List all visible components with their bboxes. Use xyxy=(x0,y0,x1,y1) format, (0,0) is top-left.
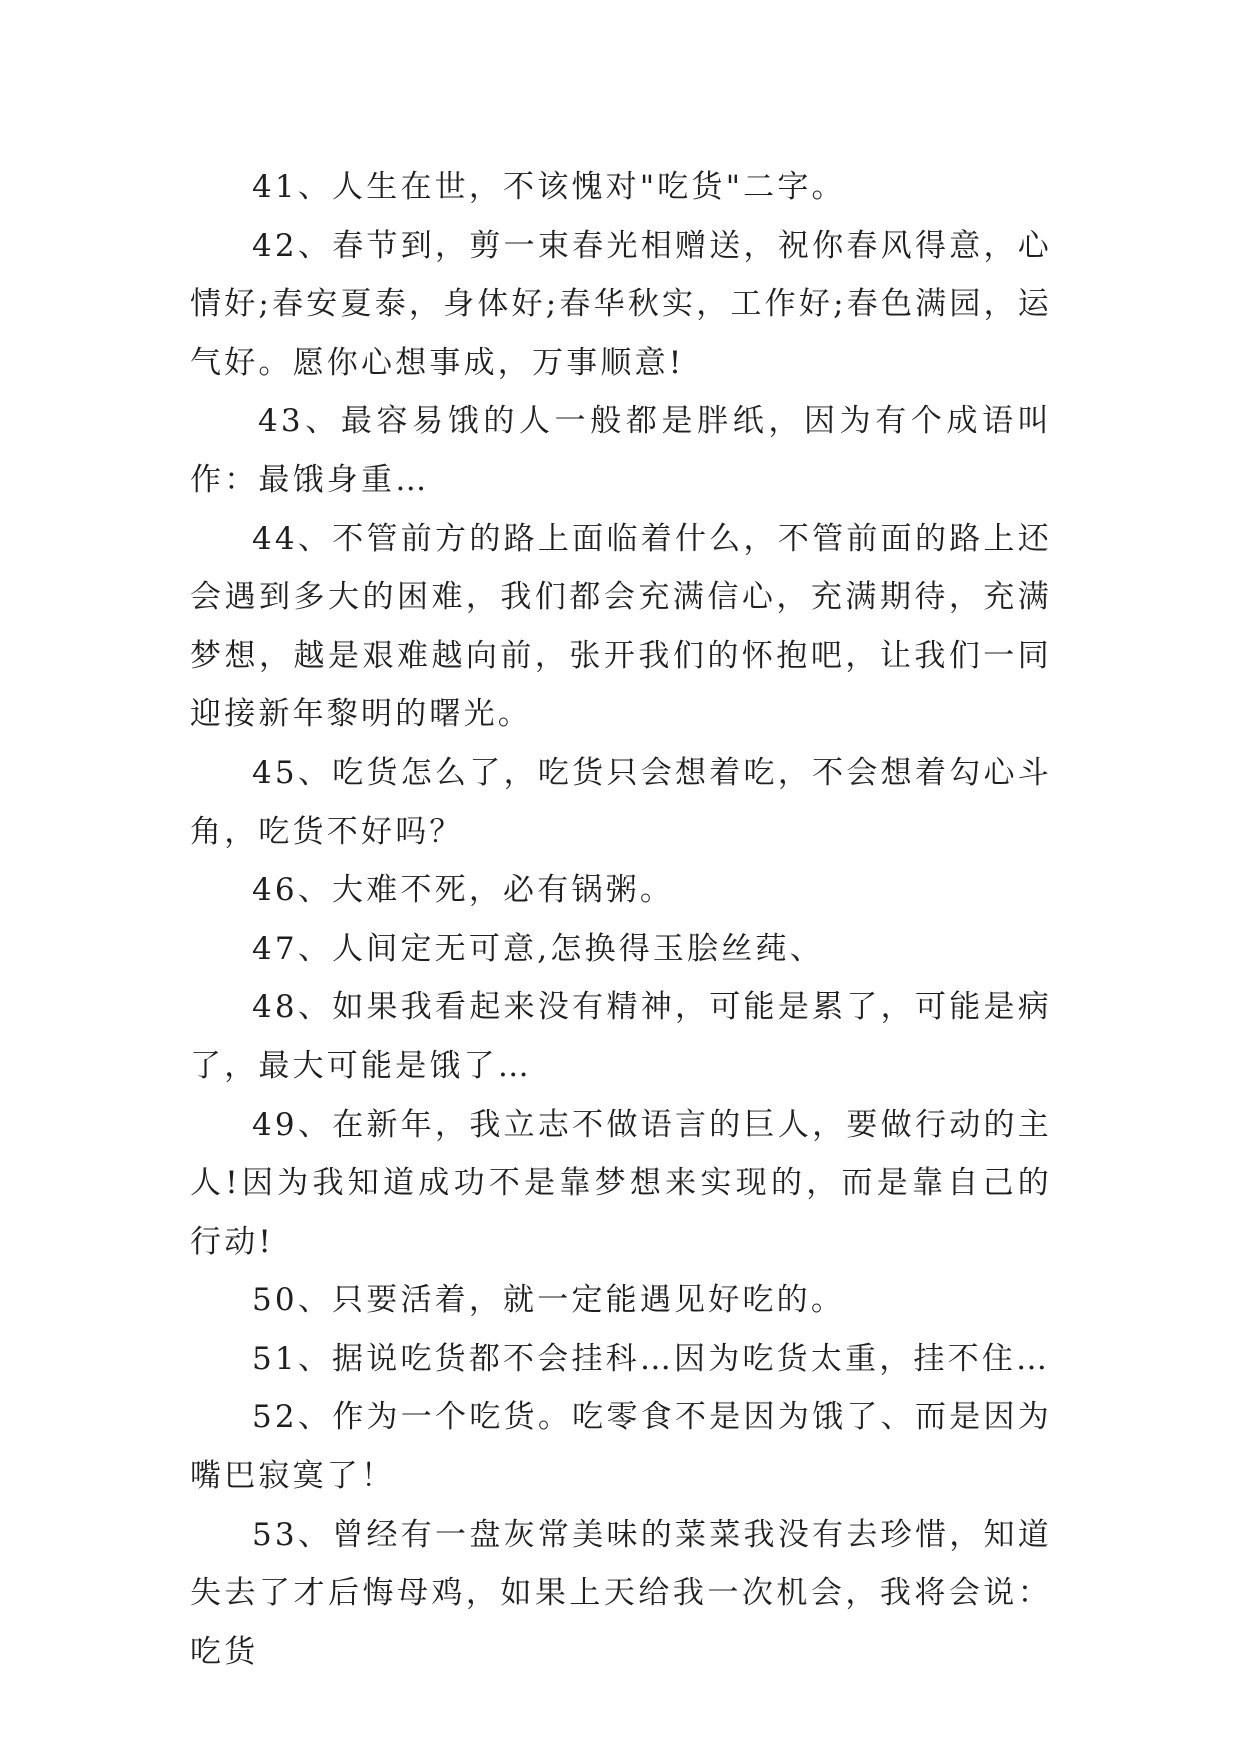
paragraph-41: 41、人生在世，不该愧对"吃货"二字。 xyxy=(252,169,846,205)
paragraph-49: 49、在新年，我立志不做语言的巨人，要做行动的主人!因为我知道成功不是靠梦想来实现的，而是靠自己的行动! xyxy=(190,1106,1052,1260)
paragraph-48: 48、如果我看起来没有精神，可能是累了，可能是病了，最大可能是饿了… xyxy=(190,989,1052,1084)
paragraph-42: 42、春节到，剪一束春光相赠送，祝你春风得意，心情好;春安夏泰，身体好;春华秋实，工作好;春色满园，运气好。愿你心想事成，万事顺意! xyxy=(190,227,1052,381)
paragraph-51: 51、据说吃货都不会挂科…因为吃货太重，挂不住… xyxy=(252,1340,1051,1377)
paragraph-44: 44、不管前方的路上面临着什么，不管前面的路上还会遇到多大的困难，我们都会充满信心，充满期待，充满梦想，越是艰难越向前，张开我们的怀抱吧，让我们一同迎接新年黎明的曙光。 xyxy=(190,520,1052,733)
paragraph-46: 46、大难不死，必有锅粥。 xyxy=(252,872,675,909)
paragraph-52: 52、作为一个吃货。吃零食不是因为饿了、而是因为嘴巴寂寞了！ xyxy=(190,1399,1052,1495)
paragraph-43: 43、最容易饿的人一般都是胖纸，因为有个成语叫作：最饿身重… xyxy=(190,403,1052,498)
paragraph-45: 45、吃货怎么了，吃货只会想着吃，不会想着勾心斗角，吃货不好吗？ xyxy=(190,754,1052,850)
paragraph-47: 47、人间定无可意,怎换得玉脍丝莼、 xyxy=(252,930,824,967)
paragraph-53: 53、曾经有一盘灰常美味的菜菜我没有去珍惜，知道失去了才后悔母鸡，如果上天给我一次机会，我将会说：吃货 xyxy=(190,1516,1052,1670)
paragraph-50: 50、只要活着，就一定能遇见好吃的。 xyxy=(252,1282,846,1319)
document-body xyxy=(190,158,1052,1681)
